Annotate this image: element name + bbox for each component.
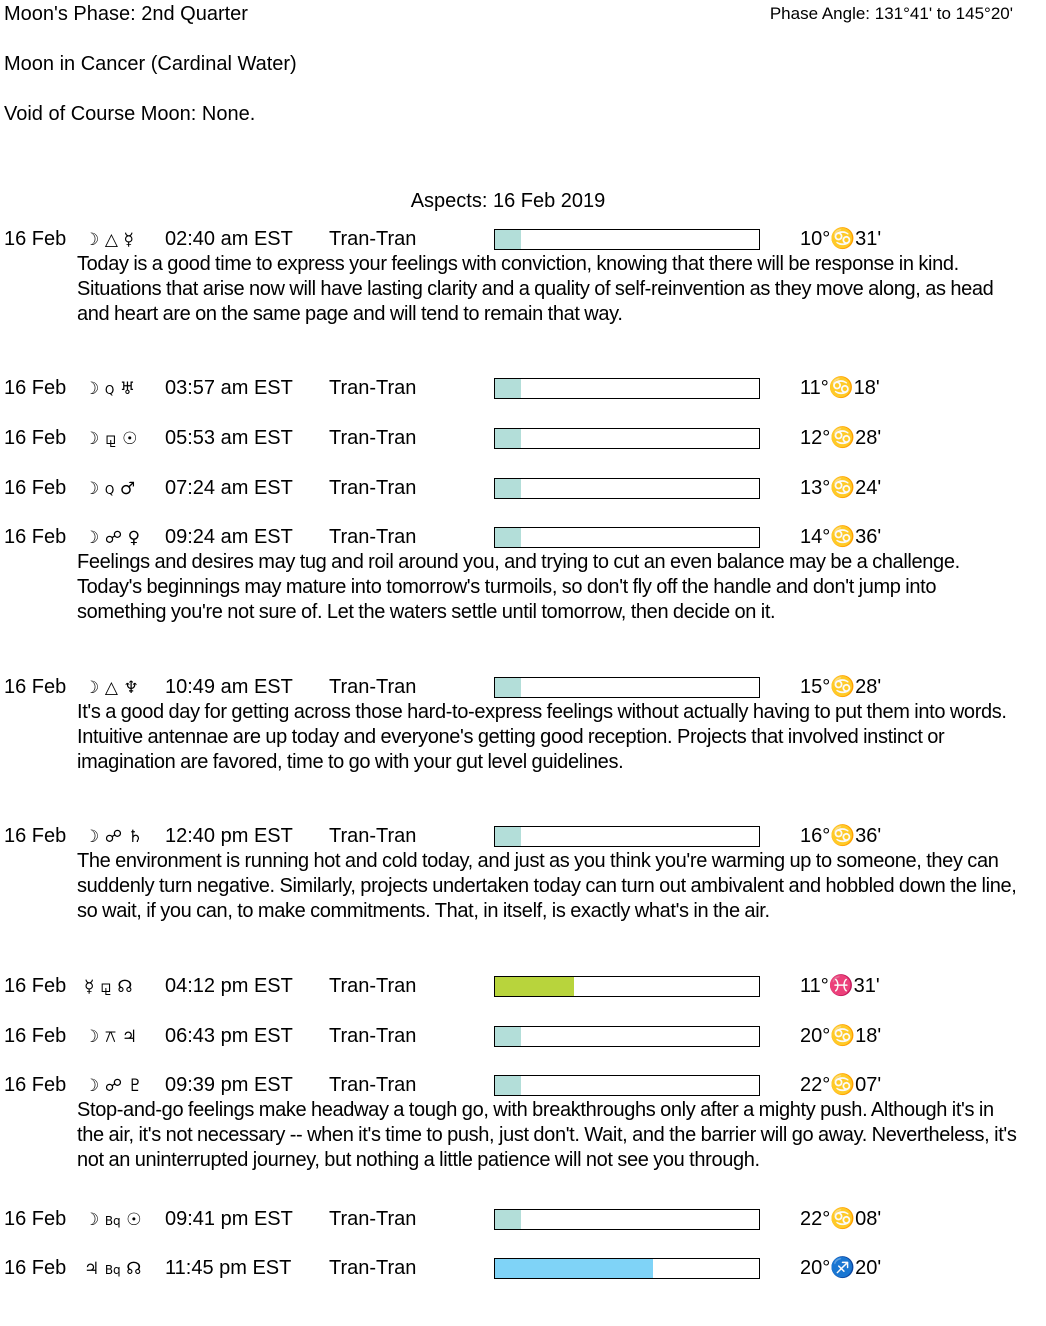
aspect-time: 09:41 pm EST — [165, 1208, 293, 1230]
aspect-time: 07:24 am EST — [165, 477, 293, 499]
aspect-kind: Tran-Tran — [329, 1074, 417, 1096]
aspect-degree: 14°♋36' — [800, 526, 882, 548]
aspect-degree: 22°♋08' — [800, 1208, 882, 1230]
planet-2-icon: ♀ — [127, 528, 141, 548]
aspect-degree: 22°♋07' — [800, 1074, 882, 1096]
strength-bar — [494, 1209, 760, 1230]
aspect-entry — [0, 824, 1046, 923]
aspect-degree: 20°♋18' — [800, 1025, 882, 1047]
aspect-entry — [0, 227, 1046, 326]
aspect-degree: 16°♋36' — [800, 825, 882, 847]
aspect-date: 16 Feb — [4, 825, 67, 847]
aspect-entry — [0, 1073, 1046, 1172]
aspect-entry — [0, 1024, 1046, 1049]
planet-1-icon: ☽ — [84, 1027, 100, 1047]
strength-bar-fill — [495, 1076, 521, 1095]
aspect-date: 16 Feb — [4, 377, 67, 399]
moon-phase: Moon's Phase: 2nd Quarter — [4, 3, 248, 25]
aspect-kind: Tran-Tran — [329, 1025, 417, 1047]
planet-1-icon: ☽ — [84, 528, 100, 548]
strength-bar-fill — [495, 230, 521, 249]
strength-bar-fill — [495, 429, 521, 448]
aspect-date: 16 Feb — [4, 1025, 67, 1047]
aspect-kind: Tran-Tran — [329, 1208, 417, 1230]
aspect-type-icon: ⚼ — [100, 977, 112, 997]
planet-2-icon: ♃ — [121, 1027, 137, 1047]
strength-bar-fill — [495, 1210, 521, 1229]
void-of-course: Void of Course Moon: None. — [4, 103, 256, 125]
aspect-glyphs — [84, 974, 132, 1000]
strength-bar-fill — [495, 1259, 653, 1278]
aspect-row — [0, 675, 1046, 700]
aspect-degree: 10°♋31' — [800, 228, 882, 250]
strength-bar — [494, 677, 760, 698]
planet-2-icon: ♂ — [119, 479, 136, 499]
aspect-time: 02:40 am EST — [165, 228, 293, 250]
planet-2-icon: ♆ — [123, 678, 139, 698]
strength-bar-fill — [495, 678, 521, 697]
aspect-row — [0, 974, 1046, 999]
aspect-date: 16 Feb — [4, 1074, 67, 1096]
aspect-row — [0, 227, 1046, 252]
aspect-glyphs — [84, 675, 139, 701]
aspect-kind: Tran-Tran — [329, 228, 417, 250]
strength-bar — [494, 527, 760, 548]
aspect-type-icon: Bq — [104, 1214, 121, 1228]
planet-1-icon: ☽ — [84, 827, 100, 847]
strength-bar-fill — [495, 827, 521, 846]
strength-bar — [494, 1258, 760, 1279]
aspect-row — [0, 376, 1046, 401]
aspect-date: 16 Feb — [4, 526, 67, 548]
aspect-row — [0, 1024, 1046, 1049]
planet-1-icon: ☽ — [84, 479, 100, 499]
aspect-type-icon: △ — [104, 678, 118, 698]
planet-1-icon: ♃ — [84, 1259, 100, 1279]
aspect-type-icon: ⚻ — [104, 1027, 117, 1047]
aspect-date: 16 Feb — [4, 1257, 67, 1279]
aspect-degree: 15°♋28' — [800, 676, 882, 698]
planet-2-icon: ☊ — [126, 1259, 142, 1279]
aspect-glyphs — [84, 227, 134, 253]
aspect-interpretation: It's a good day for getting across those hard-to-express feelings without actually having to put them into words. Intuitive antennae are up today and everyone's getting good reception. Projects that involved instinct or imagination are favored, time to go with your gut level guidelines. — [77, 701, 1007, 773]
aspect-glyphs — [84, 426, 137, 452]
strength-bar — [494, 478, 760, 499]
aspect-row — [0, 1207, 1046, 1232]
aspect-time: 03:57 am EST — [165, 377, 293, 399]
aspects-title: Aspects: 16 Feb 2019 — [410, 190, 606, 212]
aspect-row — [0, 525, 1046, 550]
strength-bar — [494, 378, 760, 399]
planet-1-icon: ☽ — [84, 1210, 100, 1230]
aspect-degree: 11°♓31' — [800, 975, 880, 997]
aspect-kind: Tran-Tran — [329, 676, 417, 698]
aspect-glyphs — [84, 525, 140, 551]
aspect-row — [0, 1073, 1046, 1098]
aspect-kind: Tran-Tran — [329, 825, 417, 847]
aspect-degree: 12°♋28' — [800, 427, 882, 449]
aspect-glyphs — [84, 1207, 141, 1234]
aspect-glyphs — [84, 1024, 137, 1050]
aspect-row — [0, 824, 1046, 849]
aspect-kind: Tran-Tran — [329, 427, 417, 449]
aspect-degree: 11°♋18' — [800, 377, 880, 399]
aspect-interpretation: Feelings and desires may tug and roil around you, and trying to cut an even balance may be a challenge. Today's beginnings may mature into tomorrow's turmoils, so don't fly off the handle and don't jump into something you're not sure of. Let the waters settle until tomorrow, then decide on it. — [77, 551, 960, 623]
strength-bar — [494, 976, 760, 997]
moon-sign: Moon in Cancer (Cardinal Water) — [4, 53, 297, 75]
aspect-type-icon: ☍ — [104, 1076, 123, 1096]
aspect-interpretation: The environment is running hot and cold today, and just as you think you're warming up to someone, they can suddenly turn negative. Similarly, projects undertaken today can turn out ambivalent and hobbled down the line, so wait, if you can, to make commitments. That, in itself, is exactly what's in the air. — [77, 850, 1017, 922]
planet-1-icon: ☽ — [84, 1076, 100, 1096]
aspect-time: 10:49 am EST — [165, 676, 293, 698]
aspect-time: 06:43 pm EST — [165, 1025, 293, 1047]
aspect-glyphs — [84, 376, 135, 403]
aspect-entry — [0, 1207, 1046, 1232]
aspect-type-icon: Bq — [104, 1263, 121, 1277]
aspect-date: 16 Feb — [4, 427, 67, 449]
aspect-type-icon: ⚼ — [104, 429, 117, 449]
aspect-date: 16 Feb — [4, 228, 67, 250]
strength-bar-fill — [495, 528, 521, 547]
aspect-kind: Tran-Tran — [329, 377, 417, 399]
planet-2-icon: ☿ — [123, 230, 134, 250]
aspect-glyphs — [84, 1256, 141, 1283]
phase-angle: Phase Angle: 131°41' to 145°20' — [769, 4, 1013, 23]
strength-bar-fill — [495, 379, 521, 398]
aspect-glyphs — [84, 476, 135, 503]
aspect-type-icon: Q — [104, 383, 115, 397]
strength-bar-fill — [495, 1027, 521, 1046]
aspect-entry — [0, 376, 1046, 401]
aspect-kind: Tran-Tran — [329, 477, 417, 499]
aspect-entry — [0, 426, 1046, 451]
planet-1-icon: ☽ — [84, 230, 100, 250]
aspect-date: 16 Feb — [4, 1208, 67, 1230]
aspect-time: 12:40 pm EST — [165, 825, 293, 847]
aspect-time: 11:45 pm EST — [165, 1257, 292, 1279]
aspect-degree: 13°♋24' — [800, 477, 882, 499]
planet-1-icon: ☽ — [84, 379, 100, 399]
aspect-row — [0, 476, 1046, 501]
aspect-row — [0, 426, 1046, 451]
aspect-entry — [0, 675, 1046, 774]
planet-2-icon: ☉ — [126, 1210, 142, 1230]
aspect-type-icon: ☍ — [104, 528, 123, 548]
aspect-interpretation: Stop-and-go feelings make headway a tough go, with breakthroughs only after a mighty push. Although it's in the air, it's not necessary -- when it's time to push, just don't. Wait, and the barrier will go away. Nevertheless, it's not an uninterrupted journey, but nothing a little patience will not see you through. — [77, 1099, 1017, 1171]
planet-2-icon: ☊ — [117, 977, 133, 997]
strength-bar — [494, 229, 760, 250]
aspect-kind: Tran-Tran — [329, 975, 417, 997]
aspect-glyphs — [84, 824, 143, 850]
aspect-glyphs — [84, 1073, 143, 1099]
planet-1-icon: ☿ — [84, 977, 95, 997]
strength-bar-fill — [495, 479, 521, 498]
planet-2-icon: ♄ — [127, 827, 143, 847]
aspect-time: 04:12 pm EST — [165, 975, 293, 997]
planet-1-icon: ☽ — [84, 678, 100, 698]
aspect-kind: Tran-Tran — [329, 1257, 417, 1279]
aspect-type-icon: △ — [104, 230, 118, 250]
aspect-type-icon: ☍ — [104, 827, 123, 847]
aspect-date: 16 Feb — [4, 975, 67, 997]
aspect-time: 05:53 am EST — [165, 427, 293, 449]
aspect-type-icon: Q — [104, 483, 115, 497]
aspect-kind: Tran-Tran — [329, 526, 417, 548]
aspect-entry — [0, 1256, 1046, 1281]
planet-2-icon: ☉ — [122, 429, 138, 449]
strength-bar — [494, 1075, 760, 1096]
aspect-date: 16 Feb — [4, 676, 67, 698]
aspect-entry — [0, 476, 1046, 501]
planet-2-icon: ♇ — [127, 1076, 143, 1096]
strength-bar — [494, 428, 760, 449]
aspect-date: 16 Feb — [4, 477, 67, 499]
planet-2-icon: ♅ — [119, 379, 136, 399]
aspect-time: 09:24 am EST — [165, 526, 293, 548]
aspect-degree: 20°♐20' — [800, 1257, 882, 1279]
strength-bar-fill — [495, 977, 574, 996]
strength-bar — [494, 826, 760, 847]
planet-1-icon: ☽ — [84, 429, 100, 449]
aspect-entry — [0, 525, 1046, 624]
aspect-time: 09:39 pm EST — [165, 1074, 293, 1096]
aspect-entry — [0, 974, 1046, 999]
strength-bar — [494, 1026, 760, 1047]
aspect-row — [0, 1256, 1046, 1281]
aspect-interpretation: Today is a good time to express your feelings with conviction, knowing that there will be response in kind. Situations that arise now will have lasting clarity and a quality of self-reinvention as they move along, as head and heart are on the same page and will tend to remain that way. — [77, 253, 994, 325]
